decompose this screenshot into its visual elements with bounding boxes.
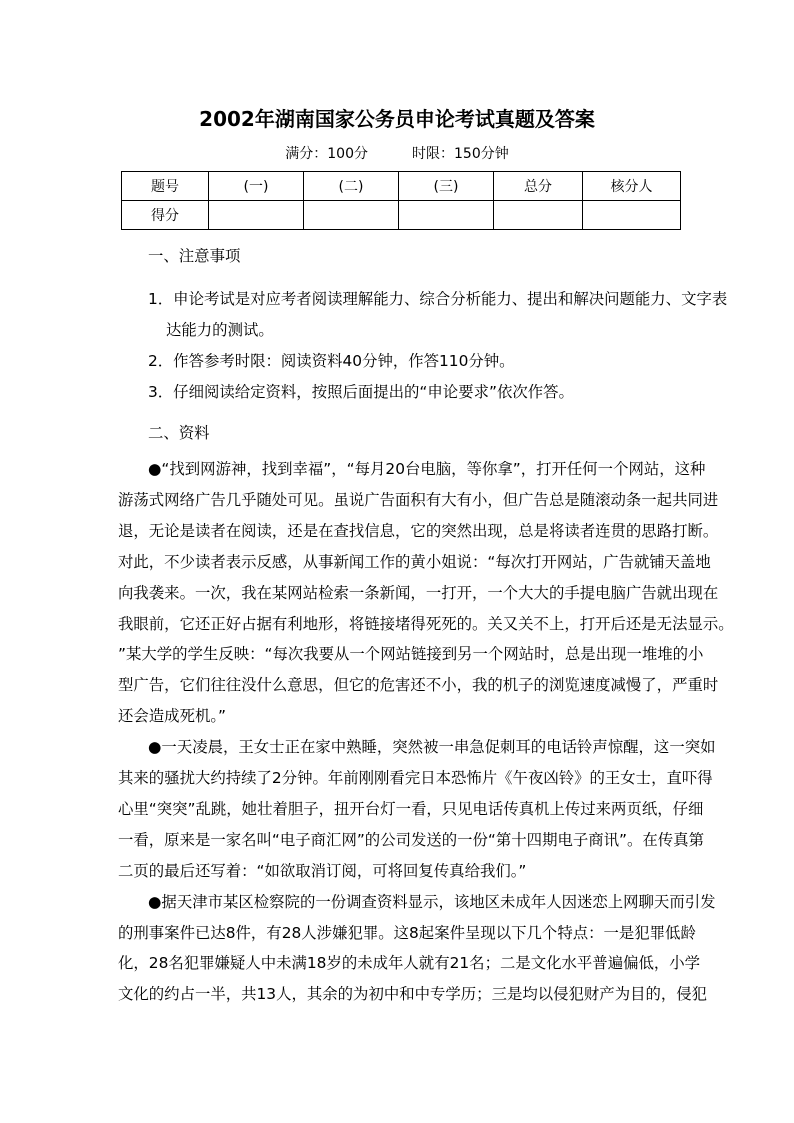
material-line: 游荡式网络广告几乎随处可见。虽说广告面积有大有小，但广告总是随滚动条一起共同进	[118, 490, 719, 509]
score-cell	[209, 201, 304, 230]
page-title: 2002年湖南国家公务员申论考试真题及答案	[199, 107, 595, 131]
material-line: 的刑事案件已达8件，有28人涉嫌犯罪。这8起案件呈现以下几个特点：一是犯罪低龄	[118, 923, 696, 942]
table-header: 总分	[494, 172, 583, 201]
material-line: 文化的约占一半，共13人，其余的为初中和中专学历；三是均以侵犯财产为目的，侵犯	[118, 985, 708, 1004]
row-label: 得分	[122, 201, 209, 230]
material-line: ●据天津市某区检察院的一份调查资料显示，该地区未成年人因迷恋上网聊天而引发	[148, 892, 716, 911]
notice-item: 1．申论考试是对应考者阅读理解能力、综合分析能力、提出和解决问题能力、文字表	[148, 290, 728, 308]
table-header: (三)	[399, 172, 494, 201]
material-line: 其来的骚扰大约持续了2分钟。年前刚刚看完日本恐怖片《午夜凶铃》的王女士，直吓得	[118, 769, 713, 787]
section-heading: 二、资料	[148, 424, 210, 442]
material-line: 向我袭来。一次，我在某网站检索一条新闻，一打开，一个大大的手提电脑广告就出现在	[118, 583, 719, 602]
notice-item: 2．作答参考时限：阅读资料40分钟，作答110分钟。	[148, 352, 515, 370]
score-cell	[399, 201, 494, 230]
material-line: ”某大学的学生反映：“每次我要从一个网站链接到另一个网站时，总是出现一堆堆的小	[118, 645, 704, 664]
material-line: 型广告，它们往往没什么意思，但它的危害还不小，我的机子的浏览速度减慢了，严重时	[118, 676, 719, 695]
material-line: 化，28名犯罪嫌疑人中未满18岁的未成年人就有21名；二是文化水平普遍偏低，小学	[118, 954, 701, 973]
material-line: ●“找到网游神，找到幸福”，“每月20台电脑，等你拿”，打开任何一个网站，这种	[148, 460, 706, 478]
score-cell	[583, 201, 681, 230]
time-limit: 时限：150分钟	[412, 146, 509, 162]
material-line: 我眼前，它还正好占据有利地形，将链接堵得死死的。关又关不上，打开后还是无法显示。	[118, 614, 734, 633]
table-header: 核分人	[583, 172, 681, 201]
material-line: 一看，原来是一家名叫“电子商汇网”的公司发送的一份“第十四期电子商讯”。在传真第	[118, 830, 704, 849]
score-cell	[494, 201, 583, 230]
material-line: ●一天凌晨，王女士正在家中熟睡，突然被一串急促刺耳的电话铃声惊醒，这一突如	[148, 738, 716, 757]
table-header: 题号	[122, 172, 209, 201]
score-info	[0, 145, 794, 163]
material-line: 对此，不少读者表示反感，从事新闻工作的黄小姐说：“每次打开网站，广告就铺天盖地	[118, 552, 711, 571]
score-cell	[304, 201, 399, 230]
table-header: (一)	[209, 172, 304, 201]
table-header-row	[122, 172, 681, 201]
material-line: 退，无论是读者在阅读，还是在查找信息，它的突然出现，总是将读者连贯的思路打断。	[118, 521, 719, 540]
material-line: 还会造成死机。”	[118, 707, 227, 726]
table-row	[122, 201, 681, 230]
full-score: 满分：100分	[285, 146, 368, 162]
material-line: 心里“突突”乱跳，她壮着胆子，扭开台灯一看，只见电话传真机上传过来两页纸，仔细	[118, 799, 704, 818]
table-header: (二)	[304, 172, 399, 201]
notice-item: 达能力的测试。	[166, 321, 274, 339]
score-table	[121, 171, 681, 230]
section-heading: 一、注意事项	[148, 247, 241, 265]
notice-item: 3．仔细阅读给定资料，按照后面提出的“申论要求”依次作答。	[148, 383, 574, 401]
material-line: 二页的最后还写着：“如欲取消订阅，可将回复传真给我们。”	[118, 861, 527, 880]
